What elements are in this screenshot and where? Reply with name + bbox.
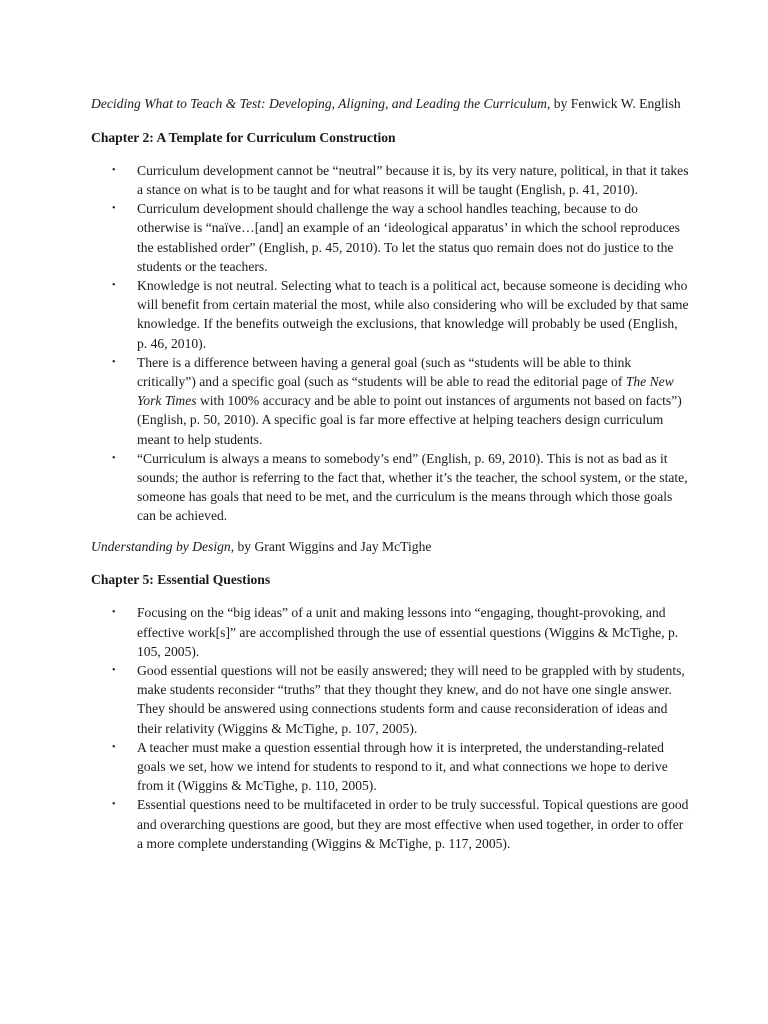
- list-item-text: Curriculum development should challenge the way a school handles teaching, because to do otherwise is “naïve…[and] an example of an ‘ideological apparatus’ in which the school reproduces the established order” (English, p. 45, 2010). To let the status quo remain does not do justice to the students or the teachers.: [137, 201, 680, 274]
- list-item: [91, 661, 691, 738]
- list-item: [91, 199, 691, 276]
- list-item-text: “Curriculum is always a means to somebody’s end” (English, p. 69, 2010). This is not as bad as it sounds; the author is referring to the fact that, whether it’s the teacher, the school system, or the state, someone has goals that need to be met, and the curriculum is the means through which those goals can be achieved.: [137, 450, 688, 524]
- list-item: [91, 795, 691, 853]
- bullet-icon: •: [112, 452, 116, 464]
- list-item-text: A teacher must make a question essential through how it is interpreted, the understanding-related goals we set, how we intend for students to respond to it, and what connections we hope to derive from it (Wiggins & McTighe, p. 110, 2005).: [137, 739, 668, 794]
- bullet-icon: •: [112, 356, 116, 368]
- list-item: [91, 276, 691, 353]
- list-item: [91, 603, 691, 661]
- list-item: [91, 449, 691, 526]
- list-item-text: Curriculum development cannot be “neutral” because it is, by its very nature, political, in that it takes a stance on what is to be taught and for what reasons it will be taught (English, p. 41, 2010).: [137, 162, 689, 197]
- bullet-icon: •: [112, 280, 116, 292]
- source-citation: [91, 537, 691, 557]
- bullet-icon: •: [112, 665, 116, 677]
- list-item-text: There is a difference between having a general goal (such as “students will be able to think critically”) and a specific goal (such as “students will be able to read the editorial page of: [137, 354, 632, 390]
- bullet-icon: •: [112, 741, 116, 753]
- list-item: [91, 738, 691, 796]
- book-author: , by Fenwick W. English: [547, 96, 681, 111]
- book-title: Understanding by Design: [91, 538, 231, 554]
- list-item-text-tail: with 100% accuracy and be able to point out instances of arguments not based on facts”) (English, p. 50, 2010). A specific goal is far more effective at helping teachers design curriculum meant to help students.: [137, 393, 682, 447]
- list-item-text: Good essential questions will not be easily answered; they will need to be grappled with by students, make students reconsider “truths” that they thought they knew, and do not have one single answer. They should be answered using connections students form and cause reconsideration of ideas and their relativity (Wiggins & McTighe, p. 107, 2005).: [137, 663, 685, 736]
- bullet-icon: •: [112, 164, 116, 176]
- newspaper-title: The New York Times: [137, 374, 674, 409]
- list-item: [91, 161, 691, 199]
- bullet-list: [91, 603, 691, 853]
- list-item-text: Knowledge is not neutral. Selecting what to teach is a political act, because someone is deciding who will benefit from certain material the most, while also considering who will be excluded by that same knowledge. If the benefits outweigh the exclusions, that knowledge will probably be used (English, p. 46, 2010).: [137, 278, 689, 351]
- chapter-heading: Chapter 2: A Template for Curriculum Construction: [91, 129, 396, 145]
- document-page: [91, 94, 691, 853]
- source-citation: [91, 94, 691, 114]
- section-understanding-by-design: [91, 537, 691, 853]
- bullet-list: [91, 161, 691, 526]
- list-item-text: Focusing on the “big ideas” of a unit and making lessons into “engaging, thought-provoking, and effective work[s]” are accomplished through the use of essential questions (Wiggins & McTighe, p. 105, 2005).: [137, 605, 679, 659]
- list-item: [91, 353, 691, 449]
- bullet-icon: •: [112, 607, 116, 619]
- chapter-heading: Chapter 5: Essential Questions: [91, 572, 271, 588]
- book-author: , by Grant Wiggins and Jay McTighe: [230, 538, 432, 554]
- book-title: Deciding What to Teach & Test: Developing, Aligning, and Leading the Curriculum: [91, 96, 547, 111]
- bullet-icon: •: [112, 203, 116, 215]
- list-item-text: Essential questions need to be multifaceted in order to be truly successful. Topical questions are good and overarching questions are good, but they are most effective when used together, in order to offer a more complete understanding (Wiggins & McTighe, p. 117, 2005).: [137, 797, 689, 851]
- bullet-icon: •: [112, 799, 116, 811]
